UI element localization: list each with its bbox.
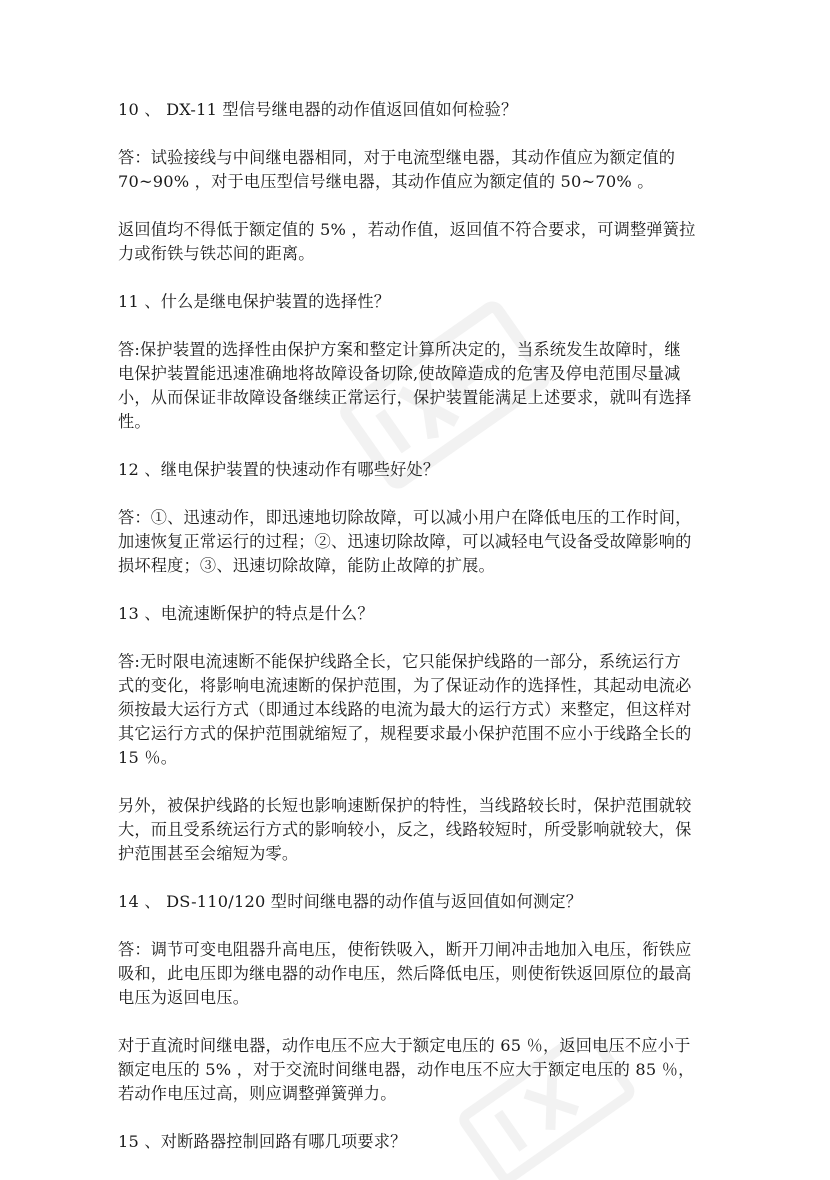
text-line: 返回值均不得低于额定值的 5% ，若动作值，返回值不符合要求，可调整弹簧拉 — [118, 220, 696, 239]
text-line: 性。 — [118, 412, 151, 431]
text-line: 额定电压的 5% ，对于交流时间继电器，动作电压不应大于额定电压的 85 ％， — [118, 1060, 695, 1079]
text-line: 力或衔铁与铁芯间的距离。 — [118, 244, 315, 263]
answer-14-requirements — [118, 1034, 716, 1106]
text-line: 若动作电压过高，则应调整弹簧弹力。 — [118, 1084, 397, 1103]
text-line: 对于直流时间继电器，动作电压不应大于额定电压的 65 ％，返回电压不应小于 — [118, 1036, 691, 1055]
text-line: 须按最大运行方式（即通过本线路的电流为最大的运行方式）来整定，但这样对 — [118, 700, 692, 719]
text-line: 12 、继电保护装置的快速动作有哪些好处？ — [118, 460, 440, 479]
text-line: 电保护装置能迅速准确地将故障设备切除,使故障造成的危害及停电范围尽量减 — [118, 364, 681, 383]
text-line: 13 、电流速断保护的特点是什么？ — [118, 604, 374, 623]
question-12 — [118, 458, 716, 482]
text-line: 14 、 DS-110/120 型时间继电器的动作值与返回值如何测定？ — [118, 892, 583, 911]
text-line: 大，而且受系统运行方式的影响较小，反之，线路较短时，所受影响就较大，保 — [118, 820, 692, 839]
text-line: 损坏程度；③、迅速切除故障，能防止故障的扩展。 — [118, 556, 495, 575]
text-line: 其它运行方式的保护范围就缩短了，规程要求最小保护范围不应小于线路全长的 — [118, 724, 692, 743]
text-line: 15 、对断路器控制回路有哪几项要求？ — [118, 1132, 407, 1151]
text-line: 式的变化，将影响电流速断的保护范围，为了保证动作的选择性，其起动电流必 — [118, 676, 692, 695]
answer-10 — [118, 146, 716, 194]
text-line: 答：试验接线与中间继电器相同，对于电流型继电器，其动作值应为额定值的 — [118, 148, 676, 167]
question-11 — [118, 290, 716, 314]
text-line: 10 、 DX-11 型信号继电器的动作值返回值如何检验？ — [118, 100, 518, 119]
text-line: 15 ％。 — [118, 748, 178, 767]
answer-11 — [118, 338, 716, 434]
text-line: 答：调节可变电阻器升高电压，使衔铁吸入，断开刀闸冲击地加入电压，衔铁应 — [118, 940, 692, 959]
question-13 — [118, 602, 716, 626]
text-line: 电压为返回电压。 — [118, 988, 250, 1007]
question-15 — [118, 1130, 716, 1154]
text-line: 答:无时限电流速断不能保护线路全长，它只能保护线路的一部分，系统运行方 — [118, 652, 681, 671]
answer-13 — [118, 650, 716, 770]
text-line: 11 、什么是继电保护装置的选择性？ — [118, 292, 391, 311]
document-body — [118, 98, 716, 1178]
answer-12 — [118, 506, 716, 578]
text-line: 护范围甚至会缩短为零。 — [118, 844, 299, 863]
text-line: 答：①、迅速动作，即迅速地切除故障，可以减小用户在降低电压的工作时间， — [118, 508, 692, 527]
text-line: 70~90% ，对于电压型信号继电器，其动作值应为额定值的 50~70% 。 — [118, 172, 654, 191]
text-line: 另外，被保护线路的长短也影响速断保护的特性，当线路较长时，保护范围就较 — [118, 796, 692, 815]
answer-13-additional — [118, 794, 716, 866]
answer-14 — [118, 938, 716, 1010]
text-line: 加速恢复正常运行的过程；②、迅速切除故障，可以减轻电气设备受故障影响的 — [118, 532, 692, 551]
answer-10-return-value — [118, 218, 716, 266]
text-line: 小，从而保证非故障设备继续正常运行，保护装置能满足上述要求，就叫有选择 — [118, 388, 692, 407]
text-line: 答:保护装置的选择性由保护方案和整定计算所决定的，当系统发生故障时，继 — [118, 340, 681, 359]
text-line: 吸和，此电压即为继电器的动作电压，然后降低电压，则使衔铁返回原位的最高 — [118, 964, 692, 983]
question-10 — [118, 98, 716, 122]
question-14 — [118, 890, 716, 914]
